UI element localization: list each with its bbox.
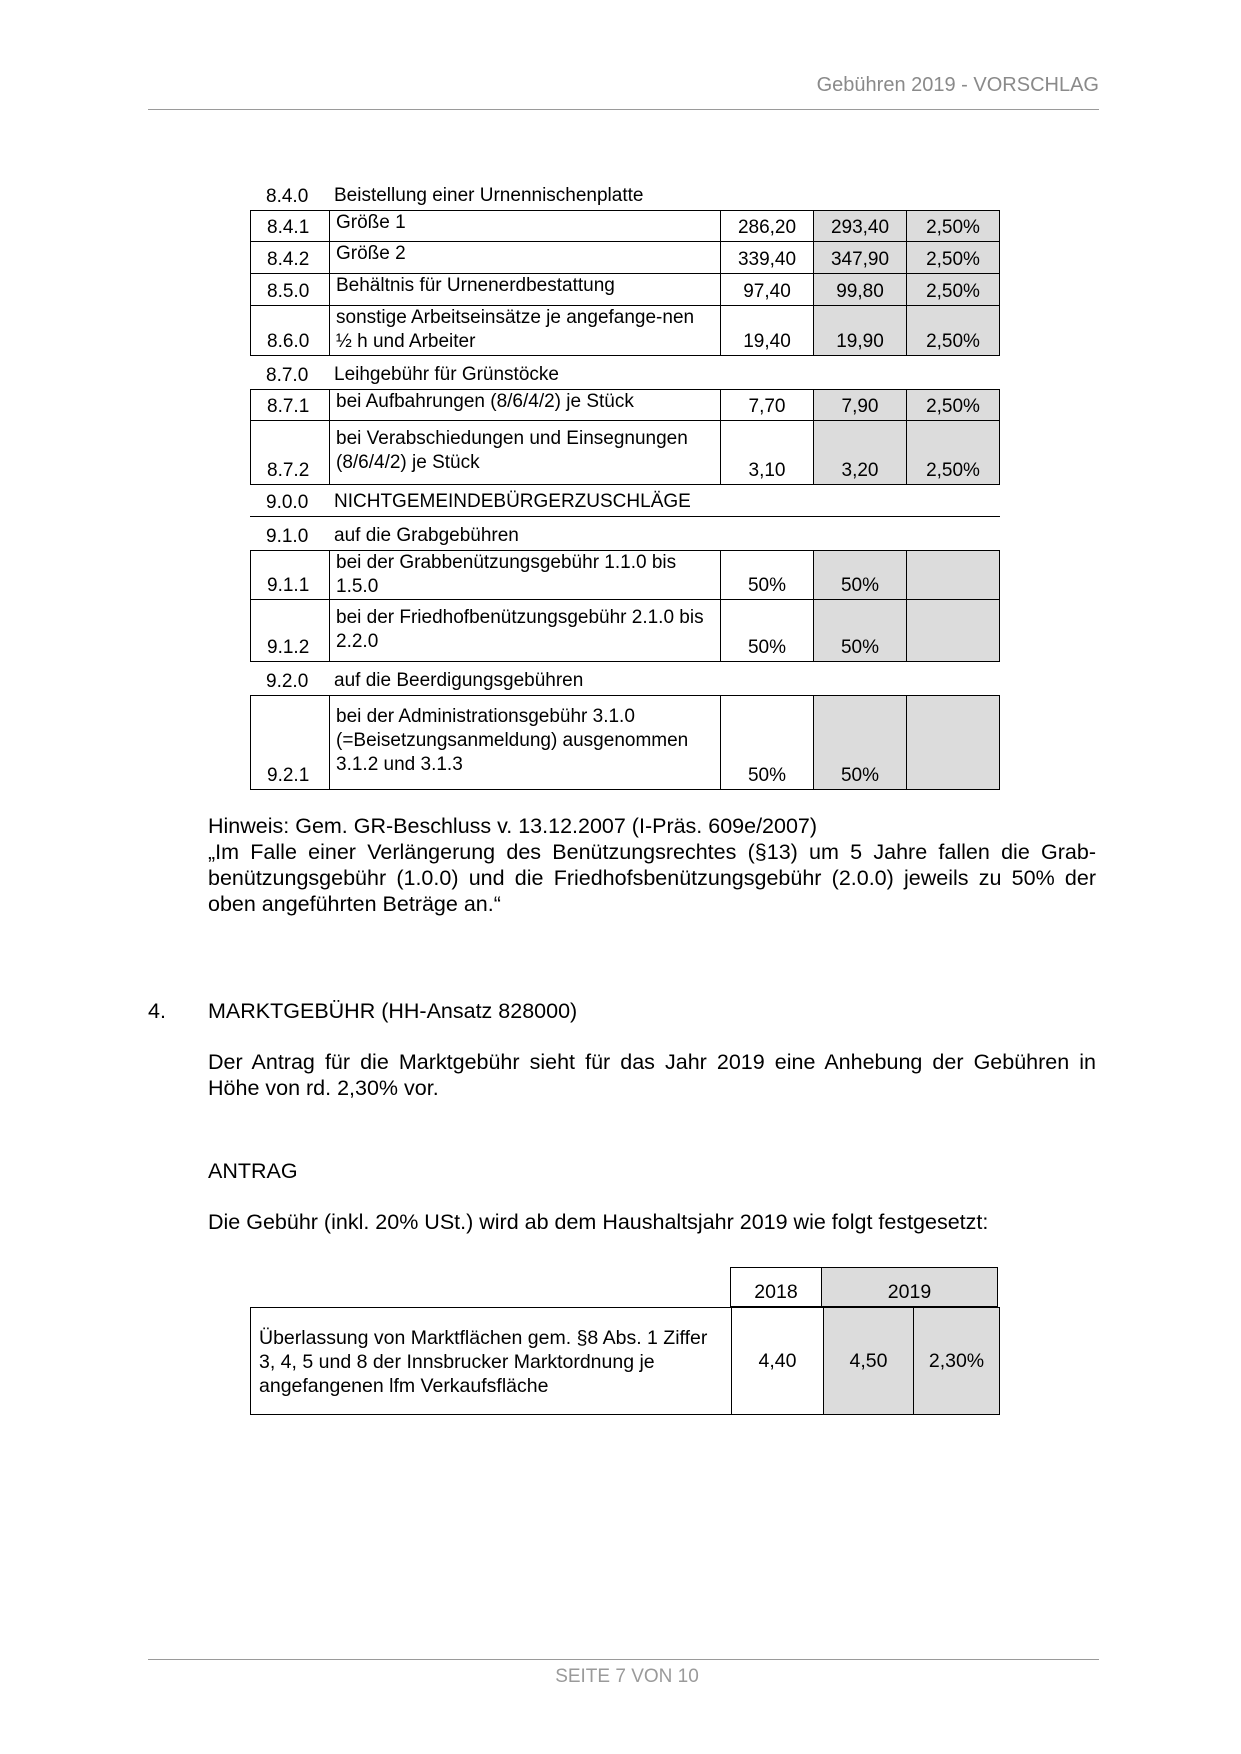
value-2018: 339,40	[720, 242, 813, 273]
value-percent: 2,50%	[906, 390, 999, 420]
page-number: SEITE 7 VON 10	[555, 1666, 699, 1687]
row-number: 8.4.1	[267, 217, 310, 238]
market-value-2018: 4,40	[731, 1308, 823, 1414]
section-paragraph: Der Antrag für die Marktgebühr sieht für das Jahr 2019 eine Anhebung der Gebühren in Höhe von rd. 2,30% vor.	[208, 1050, 1096, 1100]
value-2018: 19,40	[720, 306, 813, 355]
row-number: 8.4.2	[267, 249, 310, 270]
value-2018: 7,70	[720, 390, 813, 420]
row-description: auf die Beerdigungsgebühren	[334, 670, 584, 691]
value-percent	[906, 551, 999, 599]
value-2018: 50%	[720, 600, 813, 661]
row-9-0-0	[250, 485, 1000, 517]
market-fee-table	[250, 1267, 1000, 1415]
value-2019: 50%	[813, 551, 906, 599]
row-number: 8.7.0	[266, 365, 309, 386]
section-title: MARKTGEBÜHR (HH-Ansatz 828000)	[208, 999, 578, 1023]
value-2019: 99,80	[813, 274, 906, 305]
value-2018: 50%	[720, 696, 813, 789]
row-number: 9.2.0	[266, 671, 309, 692]
header-rule	[148, 109, 1099, 110]
row-8-4-0	[250, 180, 1000, 210]
row-9-2-0	[250, 662, 1000, 695]
value-percent: 2,50%	[906, 211, 999, 241]
market-value-2019: 4,50	[823, 1308, 913, 1414]
row-number: 9.0.0	[266, 492, 309, 513]
value-percent: 2,50%	[906, 421, 999, 484]
market-header-row	[730, 1267, 1000, 1307]
row-8-7-2	[250, 421, 1000, 485]
row-description: Beistellung einer Urnennischenplatte	[334, 185, 644, 206]
row-number: 9.1.1	[267, 575, 310, 596]
value-2018: 3,10	[720, 421, 813, 484]
row-description: Größe 1	[329, 211, 720, 241]
row-number: 8.4.0	[266, 186, 309, 207]
row-8-4-1	[250, 210, 1000, 242]
value-2019: 50%	[813, 696, 906, 789]
row-description: Leihgebühr für Grünstöcke	[334, 364, 559, 385]
row-description: NICHTGEMEINDEBÜRGERZUSCHLÄGE	[334, 491, 691, 512]
value-percent: 2,50%	[906, 306, 999, 355]
footer-rule	[148, 1659, 1099, 1660]
note-quote: „Im Falle einer Verlängerung des Benützungsrechtes (§13) um 5 Jahre fallen die Grab-benützungsgebühr (1.0.0) und die Friedhofsbenützungsgebühr (2.0.0) jeweils zu 50% der oben angeführten Beträge an.“	[208, 840, 1096, 916]
value-percent	[906, 600, 999, 661]
value-2019: 50%	[813, 600, 906, 661]
row-description: bei der Grabbenützungsgebühr 1.1.0 bis 1.5.0	[329, 551, 720, 599]
value-2019: 293,40	[813, 211, 906, 241]
value-2019: 347,90	[813, 242, 906, 273]
row-description: bei der Administrationsgebühr 3.1.0 (=Beisetzungsanmeldung) ausgenommen 3.1.2 und 3.1.3	[329, 696, 720, 789]
row-description: auf die Grabgebühren	[334, 525, 519, 546]
value-percent: 2,50%	[906, 274, 999, 305]
header-2018: 2018	[730, 1267, 822, 1307]
row-description: bei der Friedhofbenützungsgebühr 2.1.0 bis 2.2.0	[329, 600, 720, 661]
fee-table	[250, 180, 1000, 790]
row-8-7-0	[250, 356, 1000, 389]
value-2018: 50%	[720, 551, 813, 599]
value-2019: 7,90	[813, 390, 906, 420]
header-2019: 2019	[822, 1267, 998, 1307]
market-description: Überlassung von Marktflächen gem. §8 Abs. 1 Ziffer 3, 4, 5 und 8 der Innsbrucker Marktordnung je angefangenen lfm Verkaufsfläche	[259, 1327, 708, 1397]
value-percent	[906, 696, 999, 789]
value-2018: 286,20	[720, 211, 813, 241]
row-number: 8.6.0	[267, 331, 310, 352]
fee-statement: Die Gebühr (inkl. 20% USt.) wird ab dem Haushaltsjahr 2019 wie folgt festgesetzt:	[208, 1210, 989, 1234]
row-8-4-2	[250, 242, 1000, 274]
row-description: bei Aufbahrungen (8/6/4/2) je Stück	[329, 390, 720, 420]
value-2018: 97,40	[720, 274, 813, 305]
row-number: 8.5.0	[267, 281, 310, 302]
row-9-1-0	[250, 517, 1000, 550]
value-2019: 3,20	[813, 421, 906, 484]
row-9-1-1	[250, 550, 1000, 600]
row-8-6-0	[250, 306, 1000, 356]
market-value-percent: 2,30%	[913, 1308, 999, 1414]
note-reference: Hinweis: Gem. GR-Beschluss v. 13.12.2007 (I-Präs. 609e/2007)	[208, 814, 818, 838]
row-number: 9.1.2	[267, 637, 310, 658]
row-number: 8.7.1	[267, 396, 310, 417]
row-number: 9.1.0	[266, 526, 309, 547]
row-8-7-1	[250, 389, 1000, 421]
row-description: Behältnis für Urnenerdbestattung	[329, 274, 720, 305]
row-number: 8.7.2	[267, 460, 310, 481]
value-2019: 19,90	[813, 306, 906, 355]
row-description: bei Verabschiedungen und Einsegnungen (8/6/4/2) je Stück	[329, 421, 720, 484]
value-percent: 2,50%	[906, 242, 999, 273]
antrag-heading: ANTRAG	[208, 1159, 298, 1183]
row-8-5-0	[250, 274, 1000, 306]
row-description: sonstige Arbeitseinsätze je angefange-nen ½ h und Arbeiter	[329, 306, 720, 355]
row-description: Größe 2	[329, 242, 720, 273]
header-title: Gebühren 2019 - VORSCHLAG	[816, 74, 1099, 96]
row-number: 9.2.1	[267, 765, 310, 786]
section-number: 4.	[148, 999, 166, 1023]
row-9-2-1	[250, 695, 1000, 790]
market-data-row	[250, 1307, 1000, 1415]
row-9-1-2	[250, 600, 1000, 662]
